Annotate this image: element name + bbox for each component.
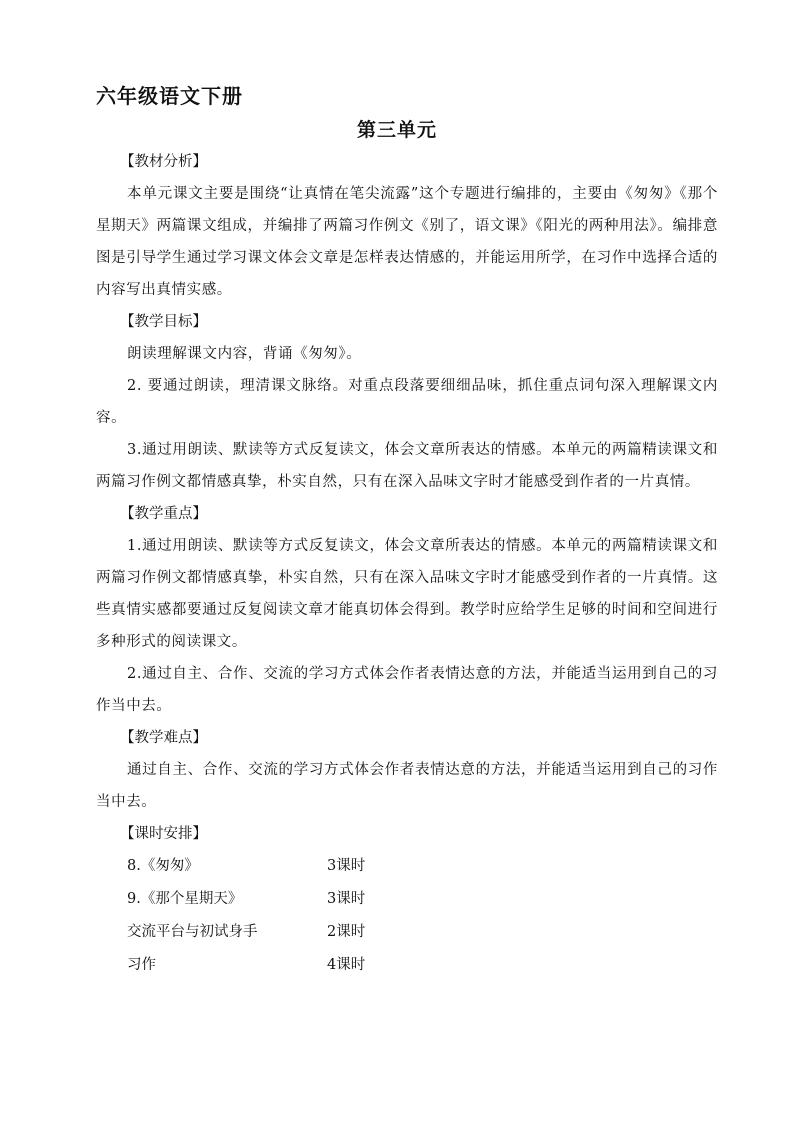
- schedule-heading: 【课时安排】: [120, 826, 207, 842]
- key-point-item: 1.通过用朗读、默读等方式反复读文，体会文章所表达的情感。本单元的两篇精读课文和两篇习作例文都情感真挚，朴实自然，只有在深入品味文字时才能感受到作者的一片真情。这些真情实感都要通过反复阅读文章才能真切体会得到。教学时应给学生足够的时间和空间进行多种形式的阅读课文。: [96, 538, 718, 650]
- schedule-lesson: 习作: [127, 957, 156, 973]
- difficulties-heading: 【教学难点】: [120, 730, 207, 746]
- analysis-heading: 【教材分析】: [120, 154, 207, 170]
- schedule-hours: 2课时: [327, 924, 366, 940]
- schedule-lesson: 9.《那个星期天》: [127, 891, 243, 907]
- difficulties-paragraph: 通过自主、合作、交流的学习方式体会作者表情达意的方法，并能适当运用到自己的习作当中去。: [96, 762, 718, 810]
- schedule-row: [96, 949, 718, 982]
- schedule-hours: 3课时: [327, 891, 366, 907]
- document-body: [96, 146, 718, 982]
- schedule-hours: 3课时: [327, 858, 366, 874]
- schedule-row: [96, 916, 718, 949]
- schedule-hours: 4课时: [327, 957, 366, 973]
- schedule-row: [96, 883, 718, 916]
- analysis-paragraph: 本单元课文主要是围绕“让真情在笔尖流露”这个专题进行编排的，主要由《匆匆》《那个星期天》两篇课文组成，并编排了两篇习作例文《别了，语文课》《阳光的两种用法》。编排意图是引导学生通过学习课文体会文章是怎样表达情感的，并能运用所学，在习作中选择合适的内容写出真情实感。: [96, 186, 718, 298]
- goals-heading: 【教学目标】: [120, 314, 207, 330]
- schedule-row: [96, 850, 718, 883]
- key-point-item: 2.通过自主、合作、交流的学习方式体会作者表情达意的方法，并能适当运用到自己的习作当中去。: [96, 666, 718, 714]
- key-points-heading: 【教学重点】: [120, 506, 207, 522]
- unit-title: 第三单元: [356, 119, 437, 141]
- goal-item: 朗读理解课文内容，背诵《匆匆》。: [127, 346, 362, 362]
- goal-item: 3.通过用朗读、默读等方式反复读文，体会文章所表达的情感。本单元的两篇精读课文和两篇习作例文都情感真挚，朴实自然，只有在深入品味文字时才能感受到作者的一片真情。: [96, 442, 718, 490]
- document-title: 六年级语文下册: [96, 84, 243, 108]
- schedule-list: [96, 850, 718, 982]
- schedule-lesson: 交流平台与初试身手: [127, 924, 258, 940]
- goal-item: 2. 要通过朗读，理清课文脉络。对重点段落要细细品味，抓住重点词句深入理解课文内容。: [96, 378, 718, 426]
- schedule-lesson: 8.《匆匆》: [127, 858, 199, 874]
